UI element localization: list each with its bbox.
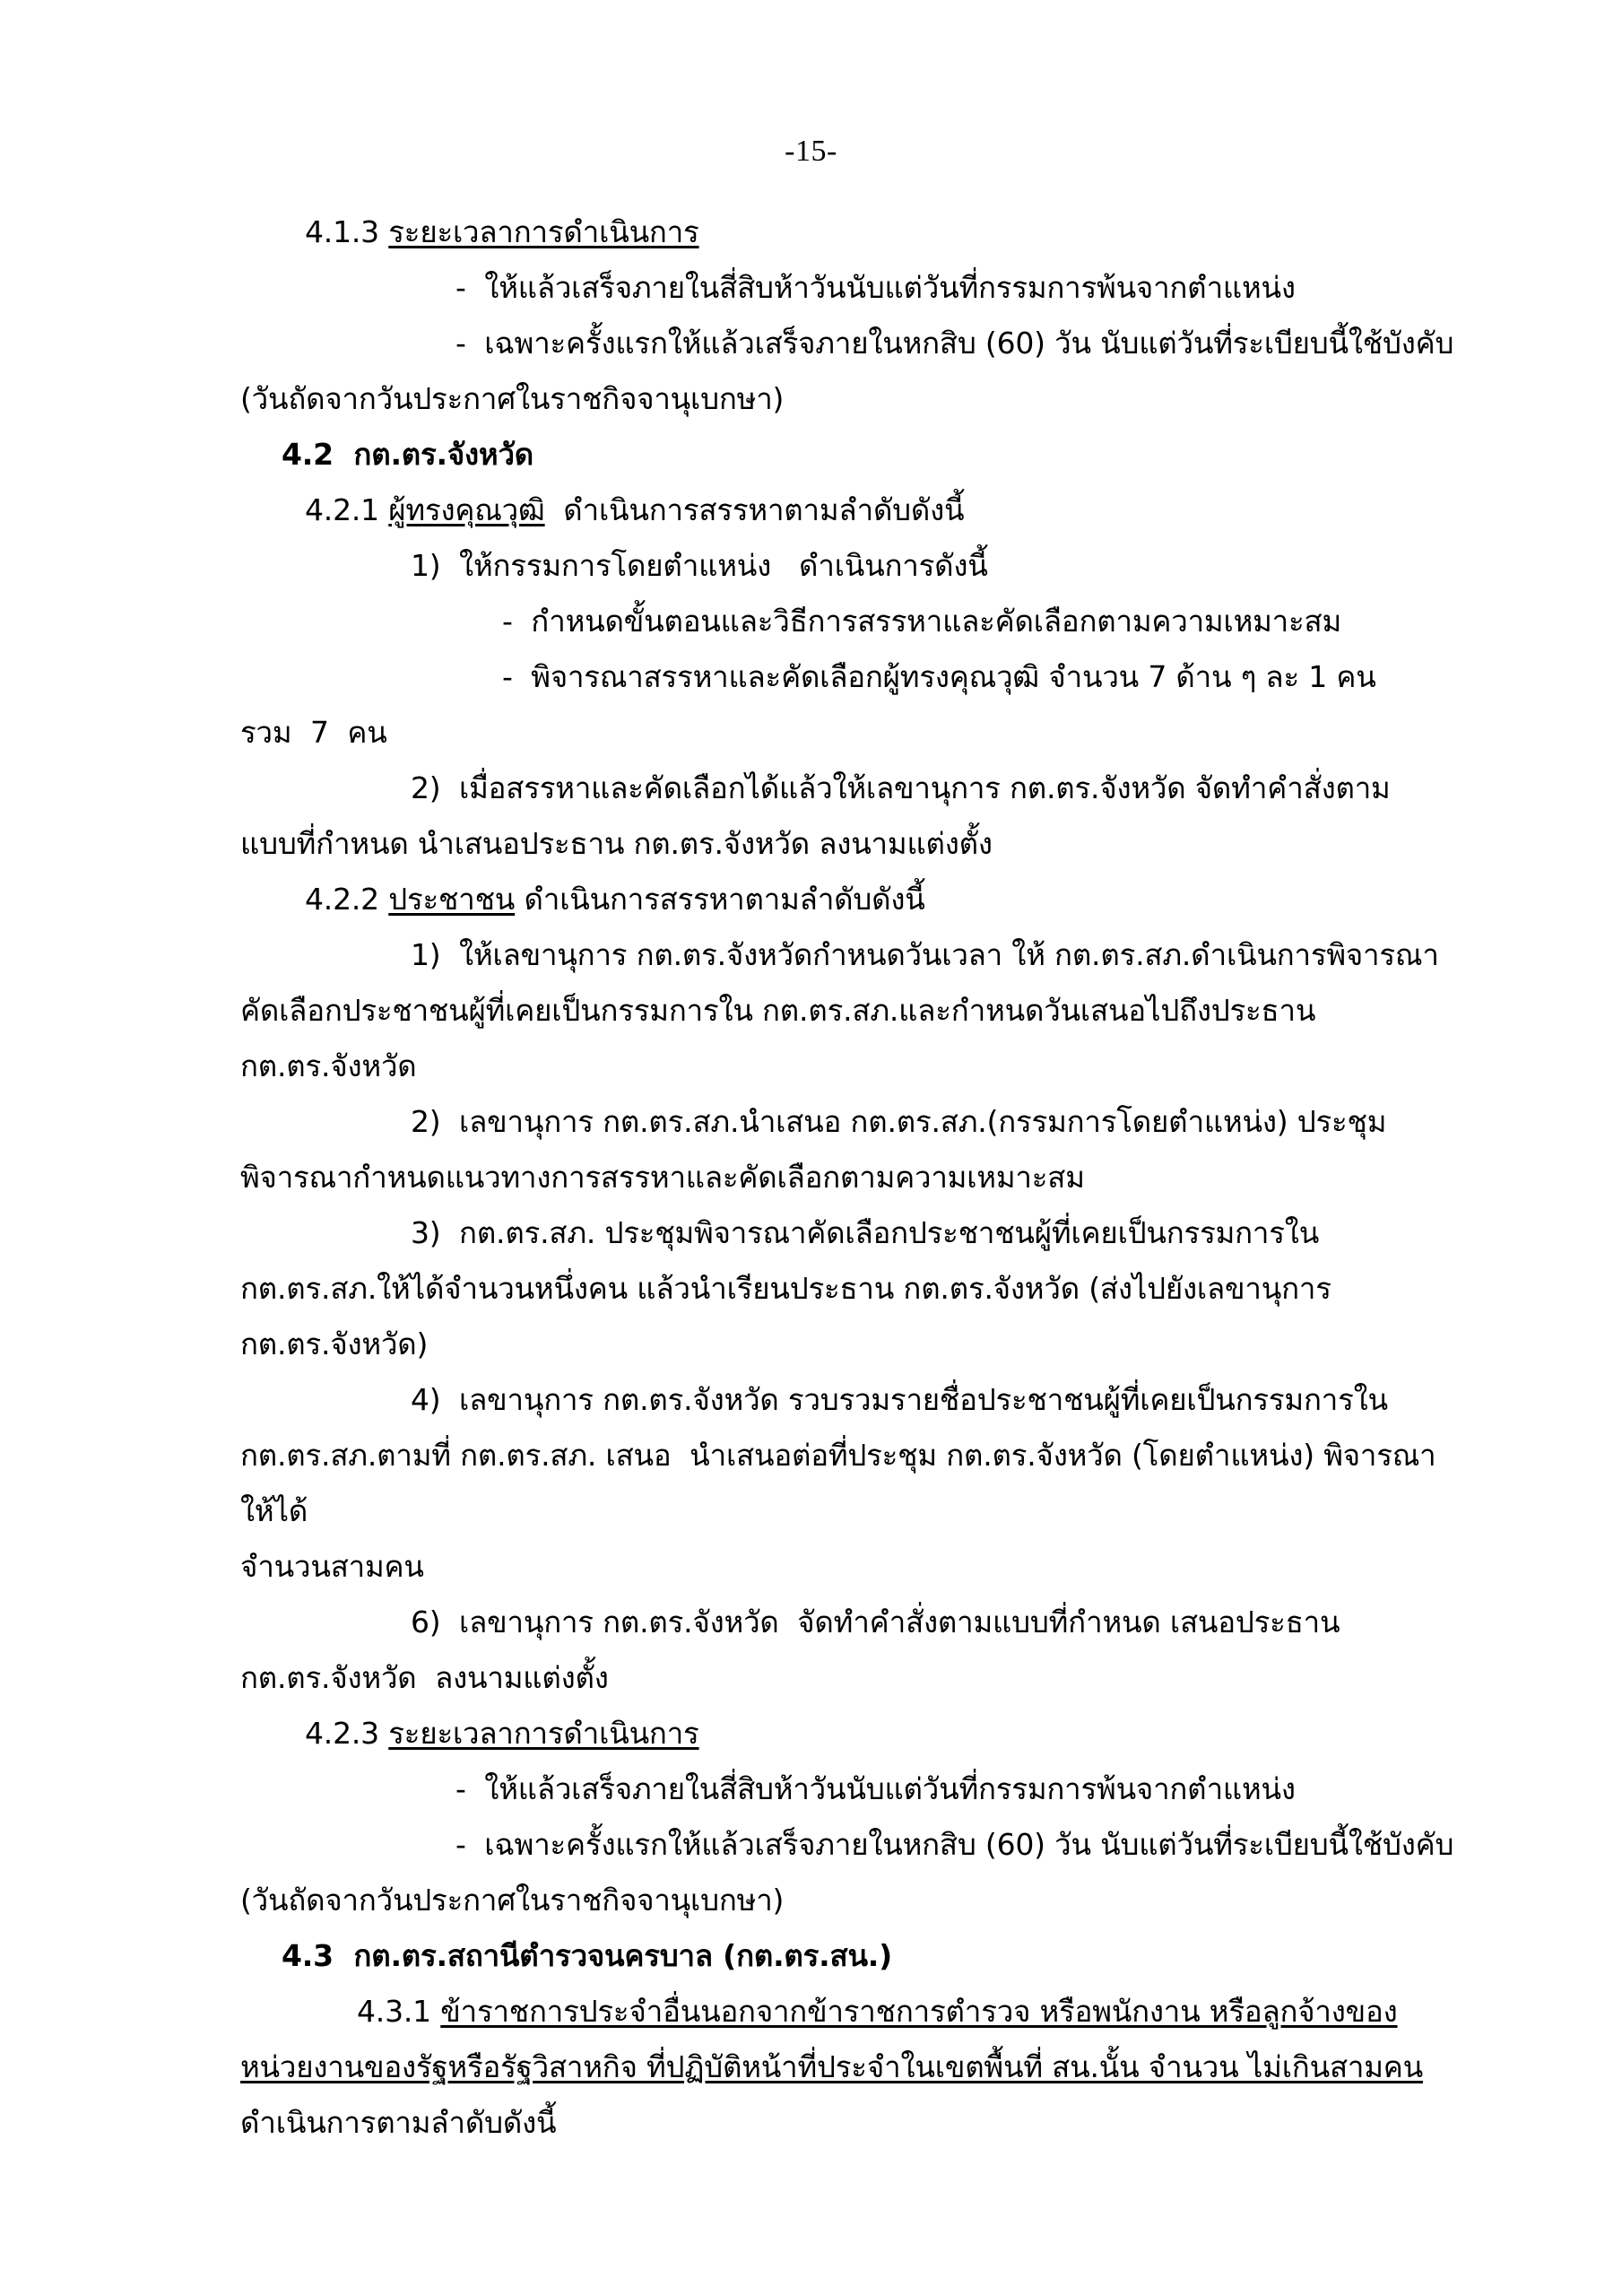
- line-text-tail: ดำเนินการสรรหาตามลำดับดังนี้: [544, 492, 965, 527]
- document-line: [240, 538, 1455, 594]
- line-text: ประชาชน: [388, 882, 516, 917]
- line-text: (วันถัดจากวันประกาศในราชกิจจานุเบกษา): [240, 1883, 785, 1918]
- page-number: -15-: [785, 135, 837, 168]
- line-text: 4.3 กต.ตร.สถานีตำรวจนครบาล (กต.ตร.สน.): [282, 1938, 893, 1973]
- document-line: [240, 260, 1455, 316]
- line-text: จำนวนสามคน: [240, 1549, 424, 1584]
- document-line: [240, 594, 1455, 649]
- line-text: กต.ตร.สภ.ตามที่ กต.ตร.สภ. เสนอ นำเสนอต่อที่ประชุม กต.ตร.จังหวัด (โดยตำแหน่ง) พิจารณาให้ได้: [240, 1438, 1436, 1528]
- document-line: [240, 1595, 1455, 1650]
- line-text: คัดเลือกประชาชนผู้ที่เคยเป็นกรรมการใน กต.ตร.สภ.และกำหนดวันเสนอไปถึงประธาน กต.ตร.จังหวัด: [240, 993, 1325, 1083]
- document-line: [240, 649, 1455, 705]
- document-line: [240, 1817, 1455, 1873]
- line-text: 2) เลขานุการ กต.ตร.สภ.นำเสนอ กต.ตร.สภ.(กรรมการโดยตำแหน่ง) ประชุม: [411, 1104, 1387, 1139]
- line-text: 1) ให้กรรมการโดยตำแหน่ง ดำเนินการดังนี้: [411, 548, 988, 583]
- line-text: หน่วยงานของรัฐหรือรัฐวิสาหกิจ ที่ปฏิบัติหน้าที่ประจำในเขตพื้นที่ สน.นั้น จำนวน ไม่เกินสามคน: [240, 2049, 1424, 2084]
- document-line: [240, 1094, 1455, 1150]
- document-line: [240, 1539, 1455, 1595]
- document-line: [240, 1650, 1455, 1706]
- document-line: [240, 2095, 1455, 2151]
- line-number-label: 4.1.3: [305, 214, 389, 249]
- document-line: [240, 427, 1455, 483]
- document-line: [240, 1873, 1455, 1928]
- document-line: [240, 1928, 1455, 1984]
- document-line: [240, 2039, 1455, 2095]
- document-line: [240, 316, 1455, 371]
- line-number-label: 4.2.1: [305, 492, 389, 527]
- document-line: [240, 983, 1455, 1094]
- line-number-label: 4.3.1: [357, 1994, 441, 2029]
- line-text: - กำหนดขั้นตอนและวิธีการสรรหาและคัดเลือกตามความเหมาะสม: [502, 604, 1342, 639]
- document-line: [240, 1428, 1455, 1539]
- line-text: ระยะเวลาการดำเนินการ: [388, 214, 699, 249]
- document-line: [240, 1706, 1455, 1761]
- line-text: - เฉพาะครั้งแรกให้แล้วเสร็จภายในหกสิบ (60) วัน นับแต่วันที่ระเบียบนี้ใช้บังคับ: [455, 1827, 1454, 1862]
- document-line: [240, 816, 1455, 872]
- document-line: [240, 1984, 1455, 2039]
- document-line: [240, 705, 1455, 761]
- document-line: [240, 1261, 1455, 1372]
- line-text: (วันถัดจากวันประกาศในราชกิจจานุเบกษา): [240, 381, 785, 416]
- line-text: ดำเนินการตามลำดับดังนี้: [240, 2105, 557, 2140]
- line-text: 6) เลขานุการ กต.ตร.จังหวัด จัดทำคำสั่งตามแบบที่กำหนด เสนอประธาน: [411, 1605, 1340, 1639]
- document-line: [240, 483, 1455, 538]
- line-text: 4) เลขานุการ กต.ตร.จังหวัด รวบรวมรายชื่อประชาชนผู้ที่เคยเป็นกรรมการใน: [411, 1382, 1388, 1417]
- line-text: กต.ตร.สภ.ให้ได้จำนวนหนึ่งคน แล้วนำเรียนประธาน กต.ตร.จังหวัด (ส่งไปยังเลขานุการ กต.ตร.จังหวัด): [240, 1271, 1341, 1361]
- line-text: พิจารณากำหนดแนวทางการสรรหาและคัดเลือกตามความเหมาะสม: [240, 1160, 1085, 1195]
- line-number-label: 4.2.3: [305, 1716, 389, 1751]
- document-line: [240, 204, 1455, 260]
- document-line: [240, 872, 1455, 927]
- document-line: [240, 371, 1455, 427]
- document-line: [240, 1761, 1455, 1817]
- line-text: ระยะเวลาการดำเนินการ: [388, 1716, 699, 1751]
- line-text: 3) กต.ตร.สภ. ประชุมพิจารณาคัดเลือกประชาชนผู้ที่เคยเป็นกรรมการใน: [411, 1215, 1320, 1250]
- line-text-tail: ดำเนินการสรรหาตามลำดับดังนี้: [515, 882, 925, 917]
- document-body: [240, 204, 1455, 2151]
- line-number-label: 4.2.2: [305, 882, 389, 917]
- line-text: - ให้แล้วเสร็จภายในสี่สิบห้าวันนับแต่วันที่กรรมการพ้นจากตำแหน่ง: [455, 270, 1296, 305]
- line-text: ข้าราชการประจำอื่นนอกจากข้าราชการตำรวจ หรือพนักงาน หรือลูกจ้างของ: [440, 1994, 1398, 2029]
- line-text: 2) เมื่อสรรหาและคัดเลือกได้แล้วให้เลขานุการ กต.ตร.จังหวัด จัดทำคำสั่งตาม: [411, 770, 1391, 805]
- document-line: [240, 1205, 1455, 1261]
- line-text: - เฉพาะครั้งแรกให้แล้วเสร็จภายในหกสิบ (60) วัน นับแต่วันที่ระเบียบนี้ใช้บังคับ: [455, 326, 1454, 361]
- line-text: 4.2 กต.ตร.จังหวัด: [282, 437, 534, 472]
- document-line: [240, 927, 1455, 983]
- line-text: - พิจารณาสรรหาและคัดเลือกผู้ทรงคุณวุฒิ จำนวน 7 ด้าน ๆ ละ 1 คน: [502, 659, 1376, 694]
- line-text: ผู้ทรงคุณวุฒิ: [388, 492, 545, 527]
- line-text: - ให้แล้วเสร็จภายในสี่สิบห้าวันนับแต่วันที่กรรมการพ้นจากตำแหน่ง: [455, 1771, 1296, 1806]
- document-line: [240, 1150, 1455, 1205]
- document-line: [240, 1372, 1455, 1428]
- document-line: [240, 761, 1455, 816]
- line-text: รวม 7 คน: [240, 715, 387, 750]
- line-text: กต.ตร.จังหวัด ลงนามแต่งตั้ง: [240, 1660, 609, 1695]
- line-text: แบบที่กำหนด นำเสนอประธาน กต.ตร.จังหวัด ลงนามแต่งตั้ง: [240, 826, 993, 861]
- line-text: 1) ให้เลขานุการ กต.ตร.จังหวัดกำหนดวันเวลา ให้ กต.ตร.สภ.ดำเนินการพิจารณา: [411, 937, 1439, 972]
